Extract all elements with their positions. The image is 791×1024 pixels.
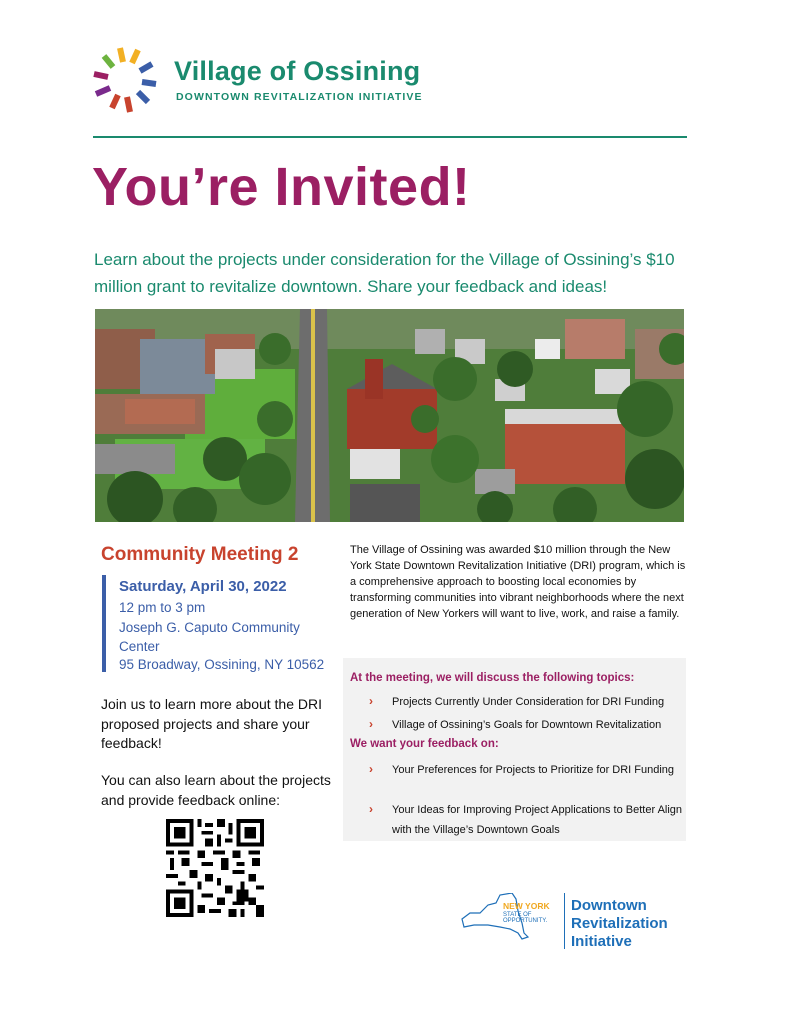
feedback-item: Your Preferences for Projects to Prioritize for DRI Funding bbox=[392, 764, 675, 776]
meeting-address: 95 Broadway, Ossining, NY 10562 bbox=[119, 657, 325, 672]
meeting-time: 12 pm to 3 pm bbox=[119, 600, 206, 615]
org-subtitle: DOWNTOWN REVITALIZATION INITIATIVE bbox=[176, 91, 423, 103]
ny-state-of: STATE OF bbox=[503, 912, 532, 918]
meeting-venue-line2: Center bbox=[119, 639, 160, 654]
dri-line3: Initiative bbox=[571, 933, 632, 950]
chevron-right-icon: › bbox=[369, 694, 373, 708]
meeting-accent-bar bbox=[102, 575, 106, 672]
topic-item: Village of Ossining’s Goals for Downtown Revitalization bbox=[392, 719, 662, 731]
topic-item: Projects Currently Under Consideration for DRI Funding bbox=[392, 696, 665, 708]
starburst-logo-icon bbox=[90, 44, 162, 116]
org-name: Village of Ossining bbox=[174, 56, 421, 86]
meeting-date: Saturday, April 30, 2022 bbox=[119, 578, 287, 595]
ny-opportunity: OPPORTUNITY. bbox=[503, 918, 548, 924]
meeting-venue-line1: Joseph G. Caputo Community bbox=[119, 620, 300, 635]
feedback-item: Your Ideas for Improving Project Applications to Better Align with the Village’s Downtown Goals bbox=[392, 804, 683, 836]
dri-line2: Revitalization bbox=[571, 915, 668, 932]
page-title: You’re Invited! bbox=[92, 157, 471, 217]
footer-logo-divider bbox=[564, 893, 565, 949]
header-divider bbox=[93, 136, 687, 138]
chevron-right-icon: › bbox=[369, 717, 373, 731]
program-description: The Village of Ossining was awarded $10 million through the New York State Downtown Revitalization Initiative (DRI) program, which is a comprehensive approach to boosting local economies by transforming communities into vibrant neighborhoods where the next generation of New Yorkers will want to live, work, and raise a family. bbox=[350, 544, 686, 620]
aerial-town-photo bbox=[95, 309, 684, 522]
topics-heading: At the meeting, we will discuss the following topics: bbox=[350, 672, 635, 684]
intro-text: Learn about the projects under consideration for the Village of Ossining’s $10 million grant to revitalize downtown. Share your feedback and ideas! bbox=[94, 250, 675, 296]
chevron-right-icon: › bbox=[369, 802, 373, 816]
dri-line1: Downtown bbox=[571, 897, 647, 914]
feedback-heading: We want your feedback on: bbox=[350, 738, 499, 750]
ny-label: NEW YORK bbox=[503, 901, 550, 911]
join-text: Join us to learn more about the DRI proposed projects and share your feedback! bbox=[101, 696, 323, 751]
meeting-title: Community Meeting 2 bbox=[101, 544, 299, 565]
qr-code-icon[interactable] bbox=[166, 819, 264, 917]
chevron-right-icon: › bbox=[369, 762, 373, 776]
online-text: You can also learn about the projects and provide feedback online: bbox=[101, 772, 331, 808]
